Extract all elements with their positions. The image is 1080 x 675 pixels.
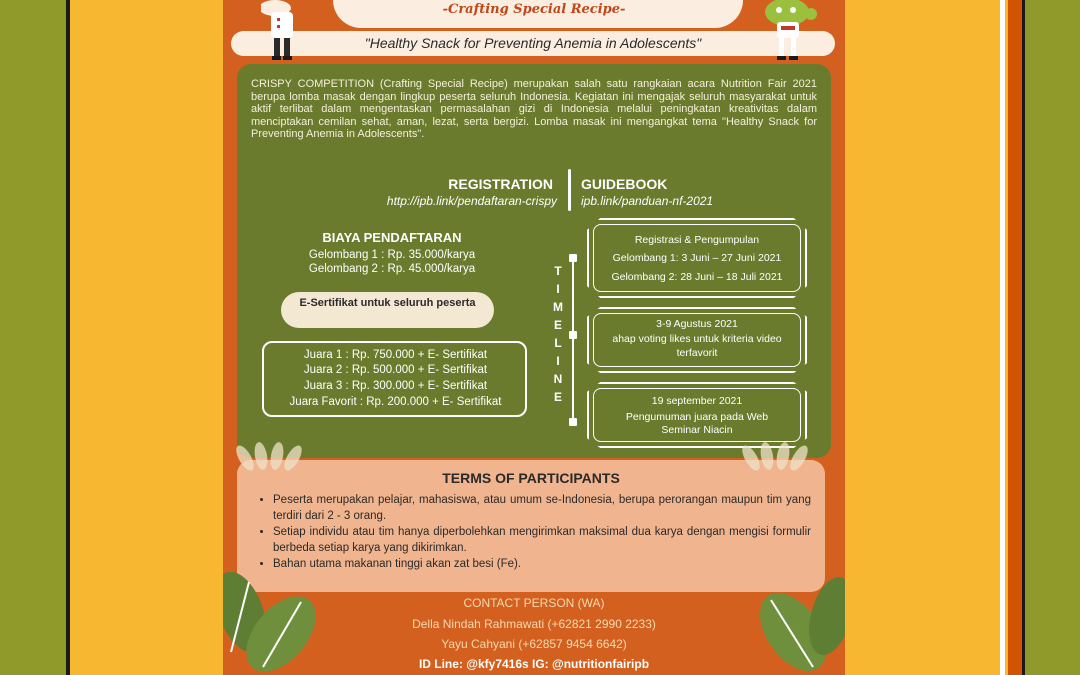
timeline-event-line: Pengumuman juara pada Web xyxy=(625,411,769,423)
right-olive-border xyxy=(1025,0,1080,675)
competition-poster xyxy=(223,0,845,675)
leaf-sprig-icon xyxy=(231,438,311,482)
frame-white-stripe xyxy=(1000,0,1005,675)
timeline-label: T I M E L I N E xyxy=(553,264,563,404)
contact-person: Della Nindah Rahmawati (+62821 2990 2233) xyxy=(412,617,656,631)
terms-item: • Setiap individu atau tim hanya diperbolehkan mengirimkan maksimal dua karya dengan mengisi formulir berbeda setiap karya yang dikirimkan. xyxy=(273,524,811,556)
timeline-event-line: Gelombang 1: 3 Juni – 27 Juni 2021 xyxy=(612,252,782,264)
theme-banner: "Healthy Snack for Preventing Anemia in Adolescents" xyxy=(231,31,835,56)
leaf-sprig-icon xyxy=(737,438,817,482)
frame-orange-stripe xyxy=(1008,0,1022,675)
prize-row: Juara 1 : Rp. 750.000 + E- Sertifikat xyxy=(303,349,488,361)
terms-title: TERMS OF PARTICIPANTS xyxy=(442,470,620,486)
timeline-event-line: Gelombang 2: 28 Juni – 18 Juli 2021 xyxy=(611,271,783,283)
timeline-event-title: 19 september 2021 xyxy=(651,395,743,407)
timeline-dot xyxy=(569,331,577,339)
prize-row: Juara Favorit : Rp. 200.000 + E- Sertifikat xyxy=(289,396,502,408)
terms-list xyxy=(259,492,811,572)
terms-item: • Peserta merupakan pelajar, mahasiswa, atau umum se-Indonesia, berupa perorangan maupun tim yang terdiri dari 2 - 3 orang. xyxy=(273,492,811,524)
timeline-dot xyxy=(569,418,577,426)
left-olive-border xyxy=(0,0,66,675)
terms-item: • Bahan utama makanan tinggi akan zat besi (Fe). xyxy=(273,556,811,572)
prize-row: Juara 2 : Rp. 500.000 + E- Sertifikat xyxy=(303,364,488,376)
registration-label: REGISTRATION xyxy=(448,176,553,192)
poster-subtitle: -Crafting Special Recipe- xyxy=(442,2,626,17)
social-ids: ID Line: @kfy7416s IG: @nutritionfairipb xyxy=(418,657,650,671)
vegetable-mascot-icon xyxy=(751,0,817,62)
registration-divider xyxy=(568,169,571,211)
competition-description: CRISPY COMPETITION (Crafting Special Recipe) merupakan salah satu rangkaian acara Nutrition Fair 2021 berupa lomba masak dengan lingkup peserta seluruh Indonesia. Kegiatan ini mengajak seluruh masyarakat untuk aktif terlibat dalam mengentaskan permasalahan gizi di Indonesia melalui peningkatan kreativitas dalam menciptakan cemilan sehat, aman, lezat, serta bergizi. Lomba masak ini mengangkat tema "Healthy Snack for Preventing Anemia in Adolescents". xyxy=(251,78,817,141)
contact-person: Yayu Cahyani (+62857 9454 6642) xyxy=(441,637,627,651)
timeline-event-title: Registrasi & Pengumpulan xyxy=(634,234,760,246)
registration-link[interactable]: http://ipb.link/pendaftaran-crispy xyxy=(386,194,557,208)
chef-mascot-icon xyxy=(261,0,303,62)
contact-title: CONTACT PERSON (WA) xyxy=(463,596,605,610)
timeline-dot xyxy=(569,254,577,262)
fee-wave-1: Gelombang 1 : Rp. 35.000/karya xyxy=(308,249,476,261)
certificate-badge: E-Sertifikat untuk seluruh peserta xyxy=(281,292,494,328)
timeline-event-title: 3-9 Agustus 2021 xyxy=(656,318,738,330)
timeline-event-line: Seminar Niacin xyxy=(661,424,733,436)
prize-row: Juara 3 : Rp. 300.000 + E- Sertifikat xyxy=(303,380,488,392)
guidebook-label: GUIDEBOOK xyxy=(581,176,668,192)
timeline-axis xyxy=(572,254,574,426)
guidebook-link[interactable]: ipb.link/panduan-nf-2021 xyxy=(581,194,714,208)
fee-title: BIAYA PENDAFTARAN xyxy=(322,230,462,245)
timeline-event-line: ahap voting likes untuk kriteria video xyxy=(612,333,782,345)
fee-wave-2: Gelombang 2 : Rp. 45.000/karya xyxy=(308,263,476,275)
timeline-event-line: terfavorit xyxy=(676,347,718,359)
